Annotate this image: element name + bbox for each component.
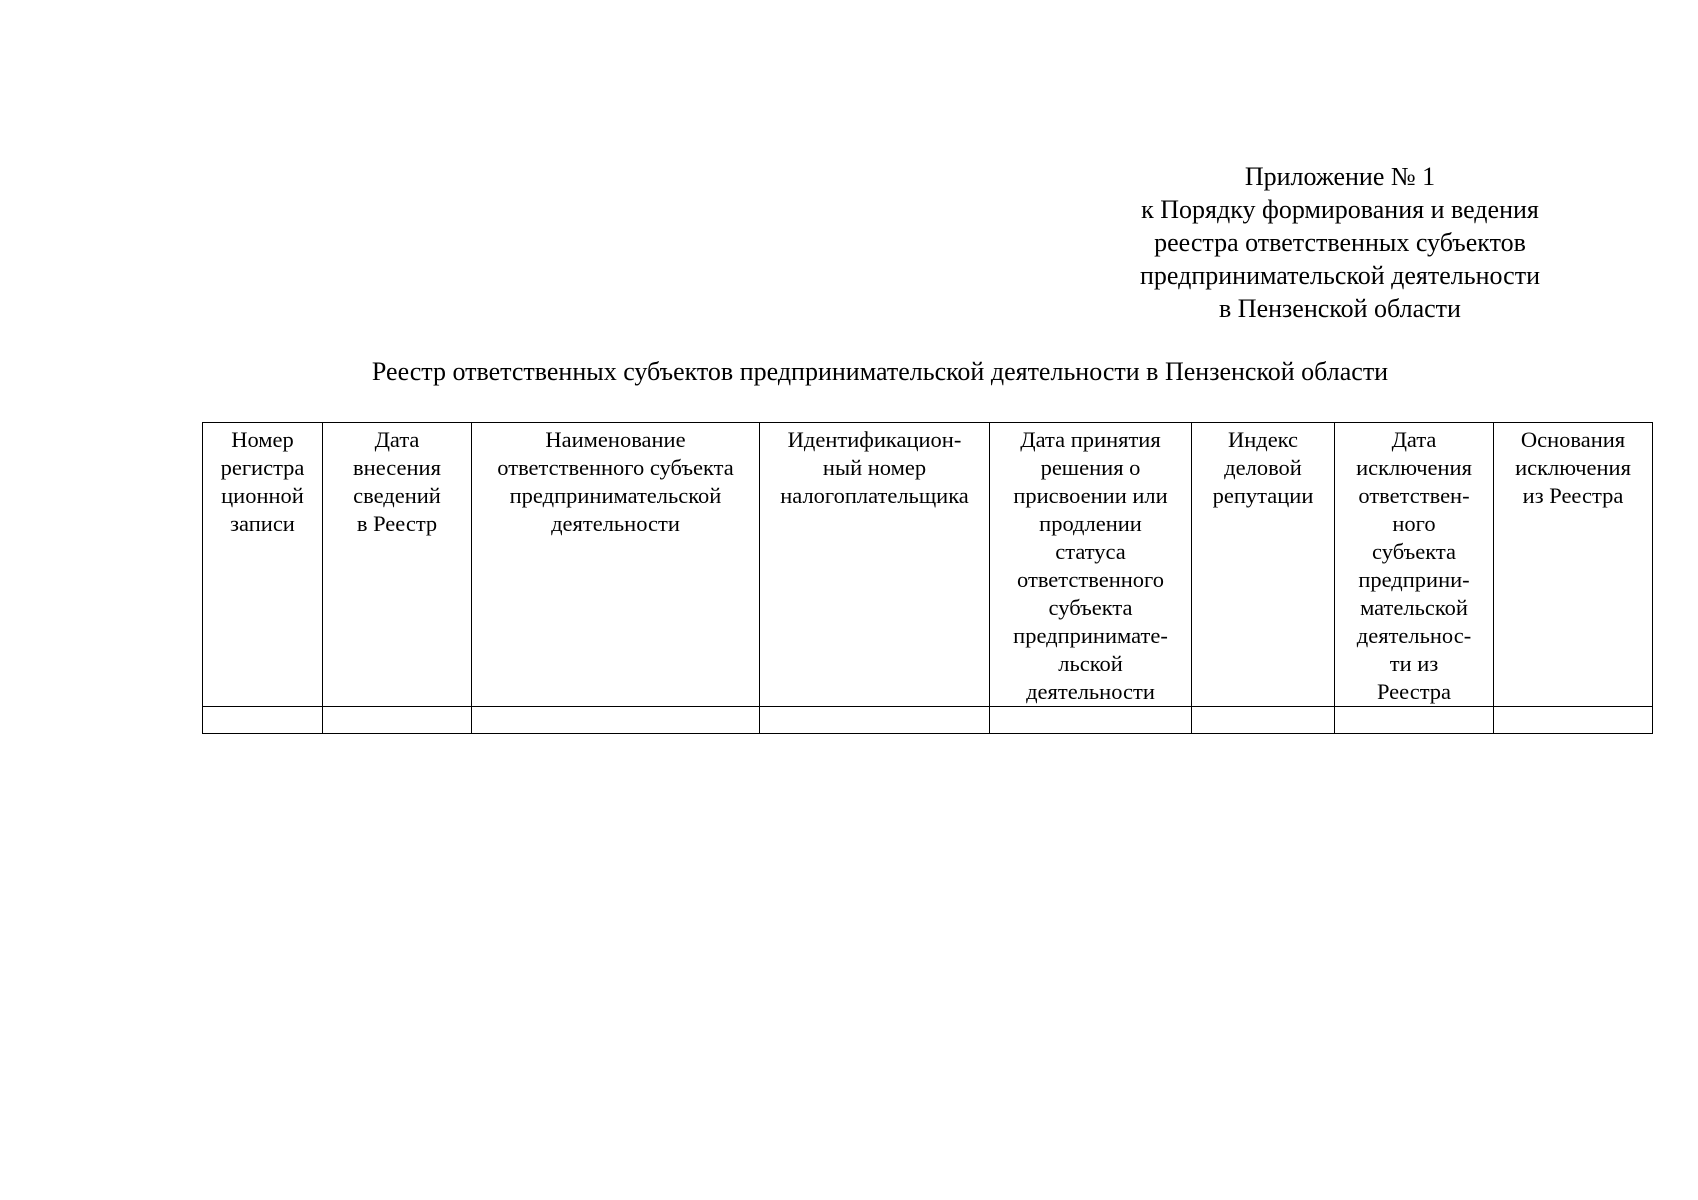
header-line: налогоплательщика	[780, 483, 969, 508]
appendix-heading	[1090, 160, 1590, 325]
header-line: записи	[230, 511, 295, 536]
header-line: Дата	[1391, 427, 1437, 452]
header-line: Индекс	[1227, 427, 1299, 452]
column-header-tax-id	[760, 423, 990, 707]
header-line: ного	[1392, 511, 1436, 536]
table-cell	[1335, 707, 1494, 734]
header-line: субъекта	[1048, 595, 1133, 620]
table-cell	[203, 707, 323, 734]
header-line: регистра	[220, 455, 305, 480]
appendix-line: реестра ответственных субъектов	[1154, 228, 1526, 257]
header-line: льской	[1058, 651, 1123, 676]
table-cell	[472, 707, 760, 734]
appendix-line: в Пензенской области	[1219, 294, 1461, 323]
header-line: предпринимательской	[509, 483, 722, 508]
header-line: предпринимате-	[1013, 623, 1168, 648]
header-line: исключения	[1356, 455, 1472, 480]
header-line: деятельнос-	[1356, 623, 1472, 648]
header-line: продлении	[1039, 511, 1142, 536]
header-line: ный номер	[822, 455, 927, 480]
column-header-entity-name	[472, 423, 760, 707]
header-line: ответствен-	[1358, 483, 1470, 508]
header-line: репутации	[1212, 483, 1314, 508]
table-cell	[1494, 707, 1653, 734]
header-line: ти из	[1389, 651, 1439, 676]
column-header-reputation-index	[1192, 423, 1335, 707]
header-line: Идентификацион-	[787, 427, 962, 452]
appendix-line: предпринимательской деятельности	[1140, 261, 1540, 290]
table-cell	[323, 707, 472, 734]
header-line: присвоении или	[1013, 483, 1168, 508]
header-line: решения о	[1040, 455, 1141, 480]
header-row	[203, 423, 1653, 707]
header-line: ционной	[221, 483, 304, 508]
header-line: ответственного	[1017, 567, 1164, 592]
header-line: внесения	[353, 455, 441, 480]
header-line: Номер	[231, 427, 294, 452]
header-line: Реестра	[1376, 679, 1452, 704]
header-line: субъекта	[1372, 539, 1456, 564]
header-line: исключения	[1515, 455, 1631, 480]
header-line: деятельности	[551, 511, 680, 536]
column-header-decision-date	[990, 423, 1192, 707]
header-line: мательской	[1360, 595, 1468, 620]
table-cell	[1192, 707, 1335, 734]
header-line: деятельности	[1026, 679, 1155, 704]
header-line: статуса	[1055, 539, 1126, 564]
table-cell	[760, 707, 990, 734]
column-header-exclusion-date	[1335, 423, 1494, 707]
header-line: ответственного субъекта	[497, 455, 734, 480]
header-line: предприни-	[1358, 567, 1470, 592]
header-line: деловой	[1224, 455, 1302, 480]
registry-table	[202, 422, 1653, 734]
header-line: Основания	[1520, 427, 1626, 452]
table-cell	[990, 707, 1192, 734]
column-header-exclusion-grounds	[1494, 423, 1653, 707]
header-line: в Реестр	[356, 511, 438, 536]
column-header-record-number	[203, 423, 323, 707]
document-title: Реестр ответственных субъектов предпринимательской деятельности в Пензенской области	[371, 357, 1389, 386]
header-line: Дата принятия	[1020, 427, 1161, 452]
table-row	[203, 707, 1653, 734]
header-line: Наименование	[545, 427, 686, 452]
appendix-line: к Порядку формирования и ведения	[1141, 195, 1539, 224]
header-line: из Реестра	[1522, 483, 1624, 508]
header-line: Дата	[374, 427, 420, 452]
appendix-line: Приложение № 1	[1244, 162, 1436, 191]
column-header-entry-date	[323, 423, 472, 707]
header-line: сведений	[353, 483, 441, 508]
